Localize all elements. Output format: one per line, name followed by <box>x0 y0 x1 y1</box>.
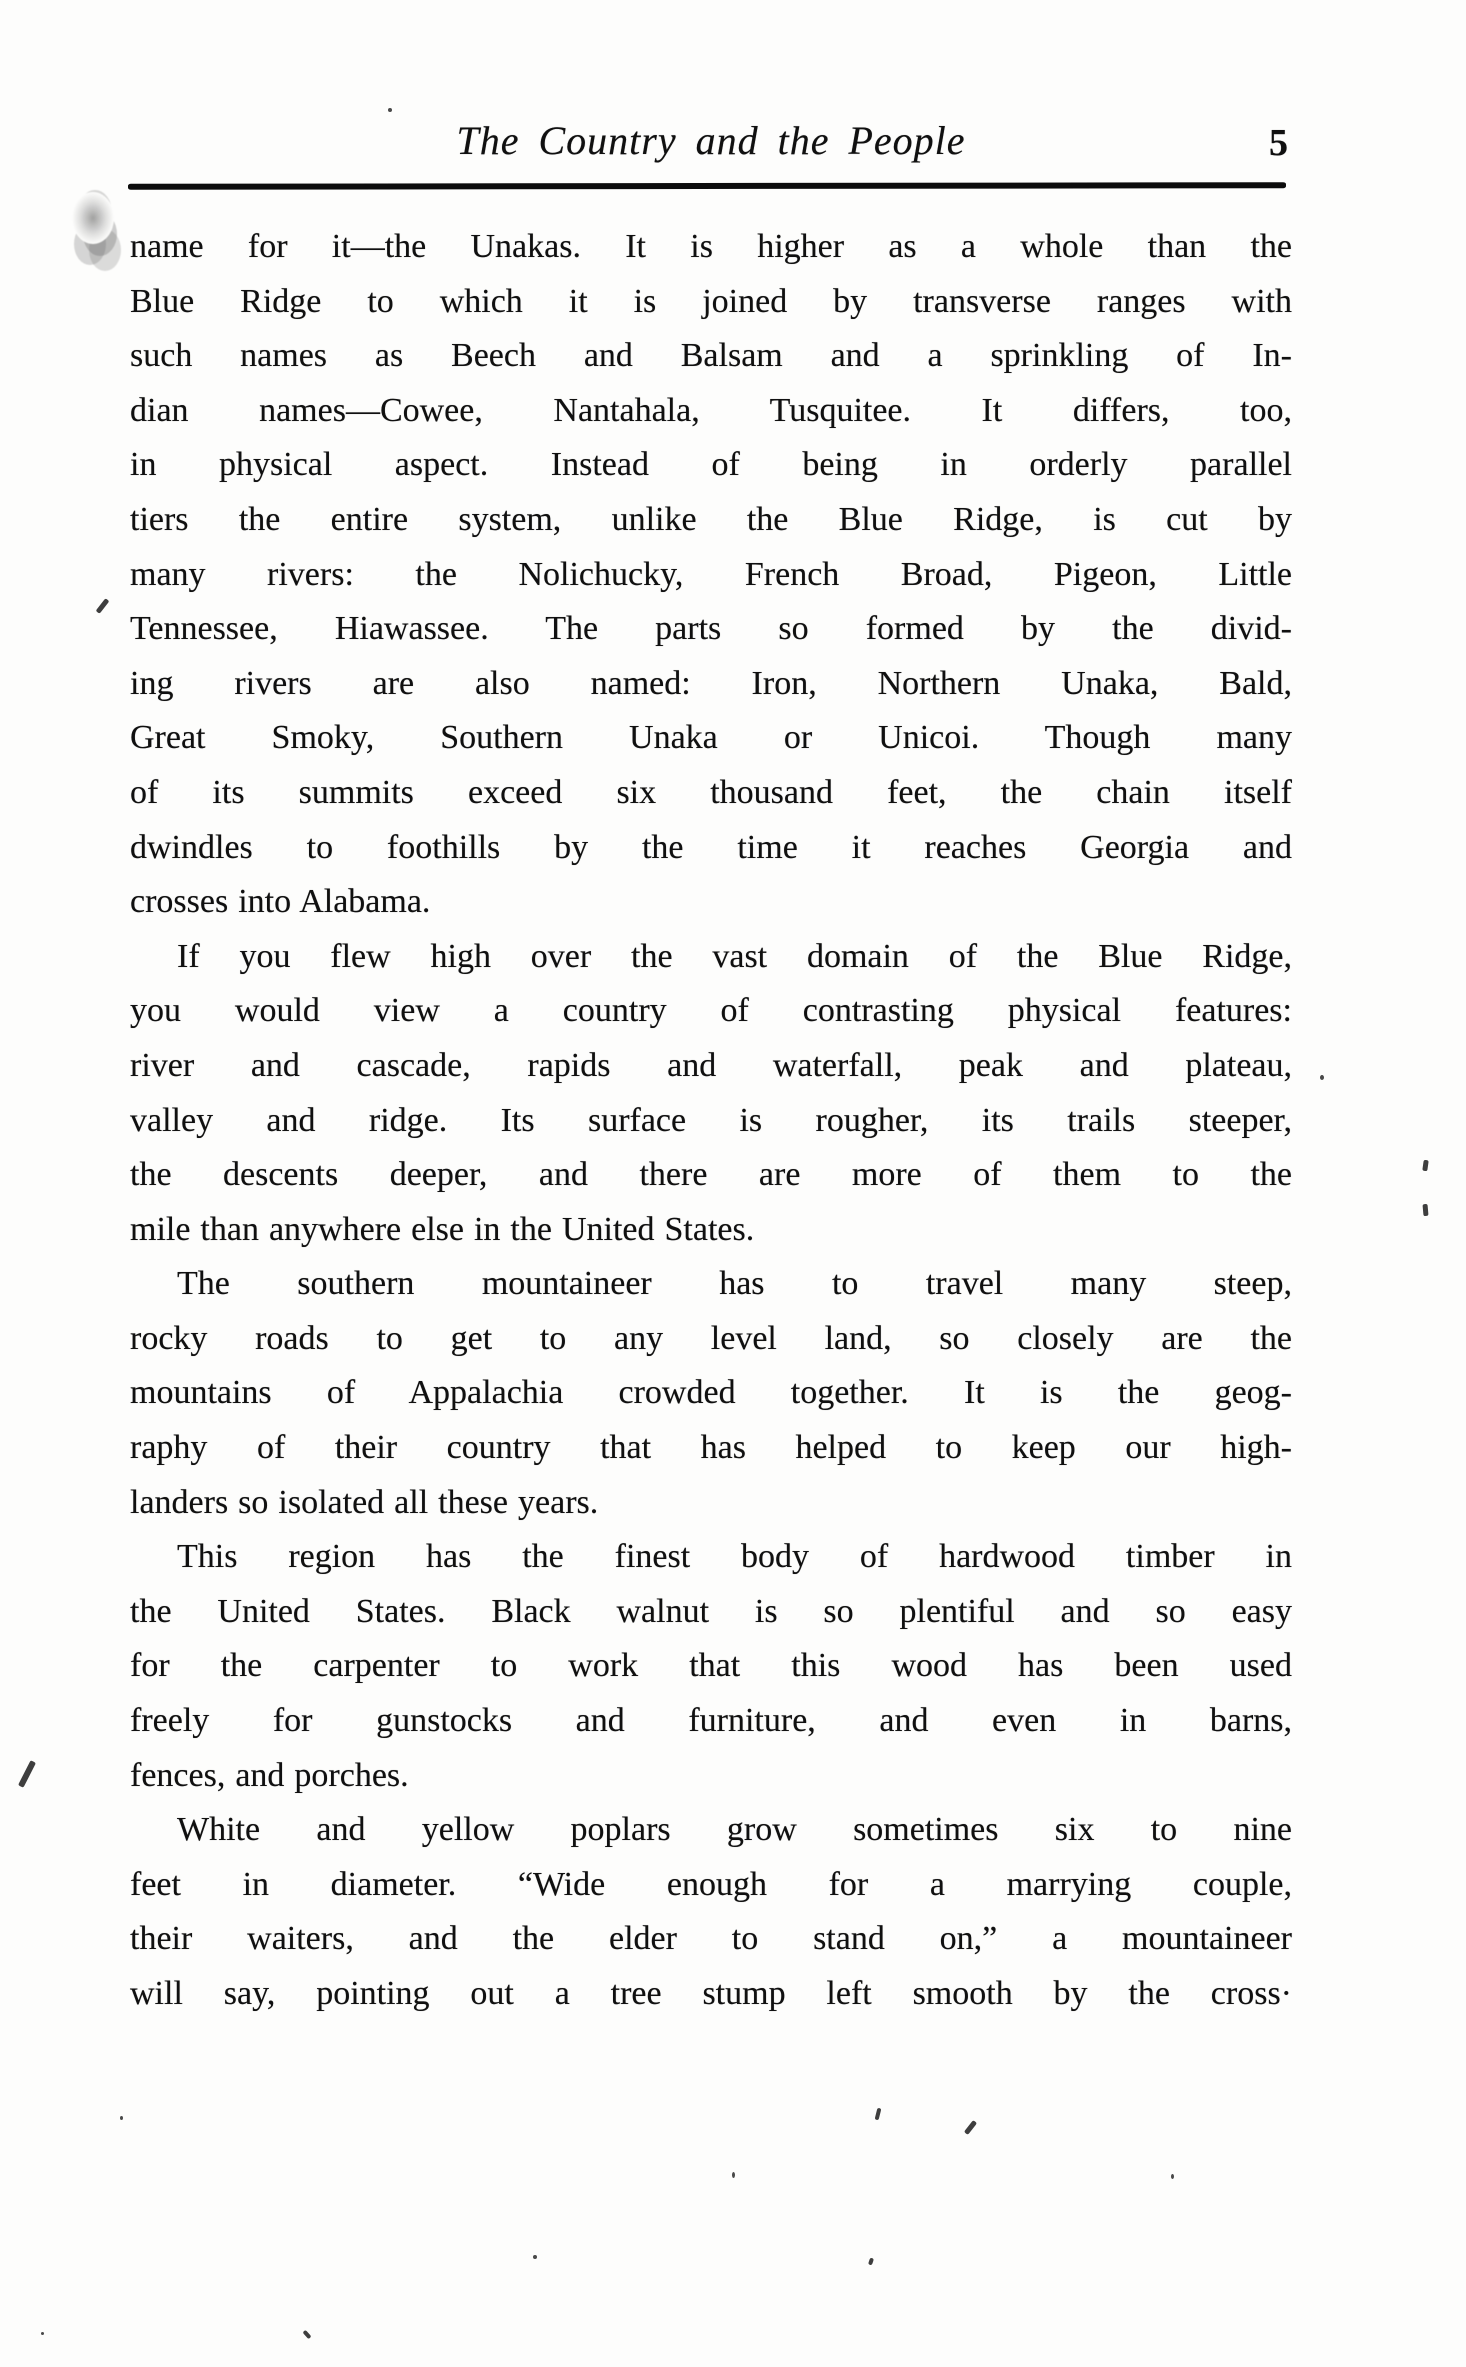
scan-artifact-dot <box>1320 1075 1324 1080</box>
scan-artifact-dot <box>1171 2174 1174 2179</box>
scan-artifact-tick <box>964 2120 977 2135</box>
text-line: ing rivers are also named: Iron, Northern Unaka, Bald, <box>130 664 1292 702</box>
scan-artifact-tick <box>1422 1204 1428 1216</box>
text-line: raphy of their country that has helped to keep our high- <box>130 1429 1292 1467</box>
text-line: dian names—Cowee, Nantahala, Tusquitee. It differs, too, <box>130 391 1292 429</box>
text-line: tiers the entire system, unlike the Blue Ridge, is cut by <box>130 500 1292 538</box>
text-line: Tennessee, Hiawassee. The parts so formed by the divid- <box>130 610 1292 648</box>
text-line: feet in diameter. “Wide enough for a marrying couple, <box>130 1865 1292 1903</box>
page-number: 5 <box>1269 122 1288 164</box>
scan-artifact-dot <box>41 2332 44 2335</box>
text-line: for the carpenter to work that this wood has been used <box>130 1647 1292 1685</box>
scan-artifact-tick <box>1422 1160 1428 1172</box>
text-line: rocky roads to get to any level land, so closely are the <box>130 1319 1292 1357</box>
scan-artifact-dot <box>533 2255 537 2259</box>
scan-artifact-dot <box>388 108 392 112</box>
scan-artifact-tick <box>868 2258 874 2266</box>
text-line: freely for gunstocks and furniture, and even in barns, <box>130 1702 1292 1740</box>
text-line: you would view a country of contrasting physical features: <box>130 992 1292 1030</box>
text-line: landers so isolated all these years. <box>130 1483 599 1521</box>
scan-artifact-dot <box>120 2116 123 2120</box>
text-line: If you flew high over the vast domain of the Blue Ridge, <box>177 937 1292 975</box>
text-line: dwindles to foothills by the time it reaches Georgia and <box>130 828 1292 866</box>
scan-artifact-dot <box>732 2172 735 2178</box>
text-line: the descents deeper, and there are more of them to the <box>130 1156 1292 1194</box>
text-line: of its summits exceed six thousand feet, the chain itself <box>130 773 1292 811</box>
text-line: such names as Beech and Balsam and a sprinkling of In- <box>130 337 1292 375</box>
text-line: Great Smoky, Southern Unaka or Unicoi. Though many <box>130 719 1292 757</box>
text-line: will say, pointing out a tree stump left smooth by the cross· <box>130 1975 1292 2012</box>
text-line: river and cascade, rapids and waterfall, peak and plateau, <box>130 1046 1292 1084</box>
text-line: mountains of Appalachia crowded together. It is the geog- <box>130 1374 1292 1412</box>
scan-artifact-tick <box>18 1760 36 1788</box>
text-line: crosses into Alabama. <box>130 883 431 921</box>
text-line: fences, and porches. <box>130 1756 409 1794</box>
text-line: their waiters, and the elder to stand on,” a mountaineer <box>130 1920 1292 1958</box>
text-line: Blue Ridge to which it is joined by transverse ranges with <box>130 282 1292 320</box>
text-line: This region has the finest body of hardwood timber in <box>177 1538 1292 1576</box>
scan-artifact-tick <box>96 598 110 614</box>
text-line: White and yellow poplars grow sometimes six to nine <box>177 1811 1292 1849</box>
text-line: valley and ridge. Its surface is rougher, its trails steeper, <box>130 1101 1292 1139</box>
text-line: in physical aspect. Instead of being in orderly parallel <box>130 446 1292 484</box>
text-line: The southern mountaineer has to travel many steep, <box>177 1265 1292 1303</box>
text-line: mile than anywhere else in the United States. <box>130 1210 755 1248</box>
text-line: name for it—the Unakas. It is higher as a whole than the <box>130 228 1292 265</box>
text-line: the United States. Black walnut is so plentiful and so easy <box>130 1592 1292 1630</box>
header-rule <box>128 182 1286 190</box>
running-header-title: The Country and the People <box>456 118 966 163</box>
body-text <box>130 220 1292 2022</box>
scan-artifact-smudge <box>72 192 114 244</box>
scan-artifact-tick <box>303 2330 312 2339</box>
scan-artifact-tick <box>875 2108 882 2121</box>
text-line: many rivers: the Nolichucky, French Broad, Pigeon, Little <box>130 555 1292 593</box>
